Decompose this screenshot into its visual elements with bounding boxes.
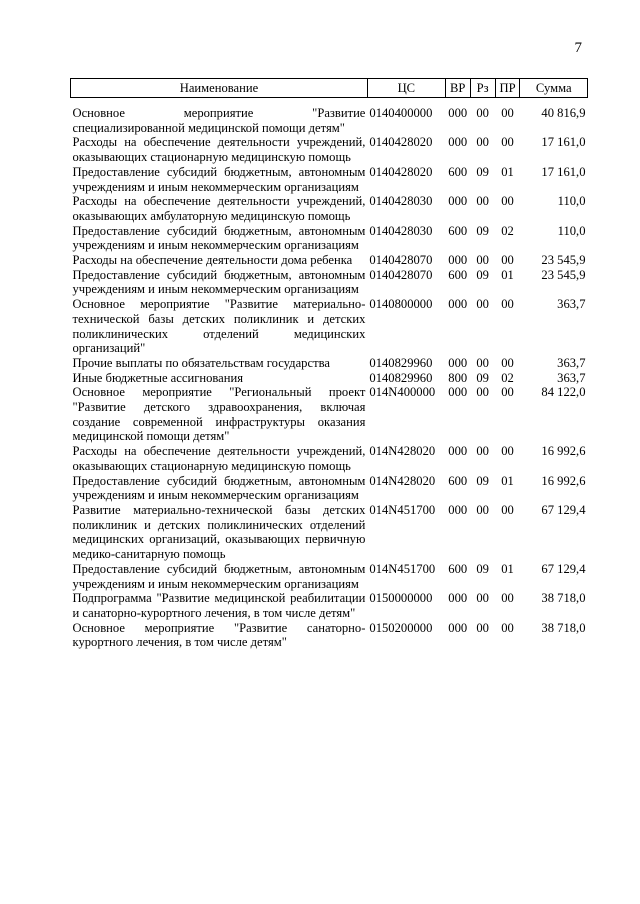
- cell-pr: 00: [501, 444, 514, 459]
- cell-sum: 38 718,0: [541, 591, 586, 606]
- cell-sum: 363,7: [557, 297, 586, 312]
- cell-pr: 01: [501, 561, 514, 576]
- cell-pr: 00: [501, 355, 514, 370]
- budget-table: [70, 78, 588, 650]
- cell-pr: 00: [501, 385, 514, 400]
- cell-name: Прочие выплаты по обязательствам государства: [72, 355, 330, 370]
- cell-cs: 014N428020: [369, 473, 436, 488]
- cell-cs: 014N451700: [369, 561, 436, 576]
- table-row: [71, 474, 588, 503]
- cell-rz: 09: [476, 370, 489, 385]
- table-row: [71, 106, 588, 135]
- cell-vr: 600: [448, 164, 468, 179]
- cell-sum: 17 161,0: [541, 135, 586, 150]
- table-row: [71, 135, 588, 164]
- cell-vr: 000: [448, 591, 468, 606]
- cell-pr: 01: [501, 267, 514, 282]
- cell-name: Предоставление субсидий бюджетным, автономным учреждениям и иным некоммерческим организациям: [72, 223, 366, 253]
- table-row: [71, 385, 588, 444]
- cell-vr: 000: [448, 297, 468, 312]
- cell-cs: 014N451700: [369, 502, 436, 517]
- cell-vr: 000: [448, 135, 468, 150]
- table-row: [71, 371, 588, 386]
- cell-cs: 0140829960: [369, 370, 433, 385]
- cell-cs: 014N428020: [369, 444, 436, 459]
- cell-vr: 000: [448, 385, 468, 400]
- cell-vr: 000: [448, 355, 468, 370]
- cell-rz: 00: [476, 106, 489, 120]
- table-row: [71, 194, 588, 223]
- header-cs: ЦС: [367, 79, 445, 98]
- cell-rz: 00: [476, 194, 489, 209]
- cell-rz: 09: [476, 473, 489, 488]
- cell-pr: 00: [501, 591, 514, 606]
- cell-sum: 84 122,0: [541, 385, 586, 400]
- table-row: [71, 165, 588, 194]
- cell-pr: 00: [501, 620, 514, 635]
- cell-rz: 00: [476, 444, 489, 459]
- cell-name: Основное мероприятие "Развитие материально-технической базы детских поликлиник и детских поликлинических отделений медицинских организаций": [72, 297, 366, 356]
- cell-cs: 0140428030: [369, 223, 433, 238]
- cell-name: Основное мероприятие "Развитие санаторно-курортного лечения, в том числе детям": [72, 620, 366, 650]
- cell-vr: 600: [448, 561, 468, 576]
- cell-name: Предоставление субсидий бюджетным, автономным учреждениям и иным некоммерческим организациям: [72, 267, 366, 297]
- cell-cs: 0150200000: [369, 620, 433, 635]
- cell-sum: 16 992,6: [541, 473, 586, 488]
- cell-vr: 000: [448, 444, 468, 459]
- cell-name: Основное мероприятие "Региональный проект "Развитие детского здравоохранения, включая создание современной инфраструктуры оказания медицинской помощи детям": [72, 385, 366, 444]
- cell-sum: 67 129,4: [541, 561, 586, 576]
- page-number: 7: [574, 40, 582, 56]
- header-vr: ВР: [445, 79, 470, 98]
- table-row: [71, 356, 588, 371]
- table-row: [71, 297, 588, 356]
- table-row: [71, 562, 588, 591]
- cell-cs: 0140428030: [369, 194, 433, 209]
- header-pr: ПР: [495, 79, 520, 98]
- cell-name: Расходы на обеспечение деятельности учреждений, оказывающих амбулаторную медицинскую помощь: [72, 194, 366, 223]
- header-rz: Рз: [470, 79, 495, 98]
- cell-name: Расходы на обеспечение деятельности дома ребенка: [72, 253, 353, 268]
- cell-cs: 0140800000: [369, 297, 433, 312]
- cell-rz: 09: [476, 164, 489, 179]
- cell-name: Расходы на обеспечение деятельности учреждений, оказывающих стационарную медицинскую помощь: [72, 444, 366, 473]
- cell-name: Предоставление субсидий бюджетным, автономным учреждениям и иным некоммерческим организациям: [72, 473, 366, 503]
- cell-rz: 09: [476, 223, 489, 238]
- cell-vr: 000: [448, 194, 468, 209]
- cell-vr: 000: [448, 253, 468, 268]
- cell-rz: 00: [476, 385, 489, 400]
- header-name: Наименование: [71, 79, 368, 98]
- cell-name: Расходы на обеспечение деятельности учреждений, оказывающих стационарную медицинскую помощь: [72, 135, 366, 165]
- cell-sum: 110,0: [557, 194, 586, 209]
- cell-rz: 09: [476, 561, 489, 576]
- cell-cs: 0140428020: [369, 164, 433, 179]
- cell-sum: 23 545,9: [541, 253, 586, 268]
- cell-name: Предоставление субсидий бюджетным, автономным учреждениям и иным некоммерческим организациям: [72, 561, 366, 591]
- cell-pr: 00: [501, 106, 514, 120]
- cell-pr: 00: [501, 194, 514, 209]
- cell-cs: 0140428070: [369, 253, 433, 268]
- cell-sum: 363,7: [557, 370, 586, 385]
- cell-cs: 0140829960: [369, 355, 433, 370]
- cell-vr: 600: [448, 223, 468, 238]
- cell-rz: 00: [476, 297, 489, 312]
- cell-vr: 600: [448, 267, 468, 282]
- table-row: [71, 224, 588, 253]
- cell-pr: 00: [501, 253, 514, 268]
- cell-sum: 38 718,0: [541, 620, 586, 635]
- cell-rz: 09: [476, 267, 489, 282]
- cell-name: Подпрограмма "Развитие медицинской реабилитации и санаторно-курортного лечения, в том числе детям": [72, 591, 366, 620]
- cell-cs: 0150000000: [369, 591, 433, 606]
- cell-sum: 17 161,0: [541, 164, 586, 179]
- cell-vr: 000: [448, 502, 468, 517]
- cell-pr: 02: [501, 370, 514, 385]
- cell-rz: 00: [476, 253, 489, 268]
- cell-pr: 02: [501, 223, 514, 238]
- cell-pr: 01: [501, 473, 514, 488]
- cell-vr: 800: [448, 370, 468, 385]
- table-row: [71, 591, 588, 620]
- header-sum: Сумма: [520, 79, 588, 98]
- cell-sum: 16 992,6: [541, 444, 586, 459]
- cell-vr: 600: [448, 473, 468, 488]
- cell-rz: 00: [476, 502, 489, 517]
- cell-name: Развитие материально-технической базы детских поликлиник и детских поликлинических отделений медицинских организаций, оказывающих первичную медико-санитарную помощь: [72, 502, 366, 562]
- cell-cs: 0140428020: [369, 135, 433, 150]
- cell-sum: 363,7: [557, 355, 586, 370]
- cell-sum: 40 816,9: [541, 106, 586, 120]
- table-row: [71, 444, 588, 473]
- table-header-row: [71, 79, 588, 98]
- cell-sum: 23 545,9: [541, 267, 586, 282]
- cell-rz: 00: [476, 591, 489, 606]
- cell-name: Предоставление субсидий бюджетным, автономным учреждениям и иным некоммерческим организациям: [72, 164, 366, 194]
- table-row: [71, 268, 588, 297]
- cell-vr: 000: [448, 620, 468, 635]
- cell-sum: 110,0: [557, 223, 586, 238]
- cell-cs: 014N400000: [369, 385, 436, 400]
- cell-pr: 01: [501, 164, 514, 179]
- cell-pr: 00: [501, 502, 514, 517]
- cell-cs: 0140400000: [369, 106, 433, 120]
- cell-rz: 00: [476, 620, 489, 635]
- cell-pr: 00: [501, 135, 514, 150]
- table-body: [71, 98, 588, 651]
- table-row: [71, 503, 588, 562]
- cell-pr: 00: [501, 297, 514, 312]
- cell-sum: 67 129,4: [541, 502, 586, 517]
- cell-cs: 0140428070: [369, 267, 433, 282]
- cell-rz: 00: [476, 135, 489, 150]
- cell-vr: 000: [448, 106, 468, 120]
- table-row: [71, 621, 588, 650]
- cell-rz: 00: [476, 355, 489, 370]
- table-row: [71, 253, 588, 268]
- cell-name: Иные бюджетные ассигнования: [72, 370, 244, 385]
- cell-name: Основное мероприятие "Развитие специализированной медицинской помощи детям": [72, 106, 366, 135]
